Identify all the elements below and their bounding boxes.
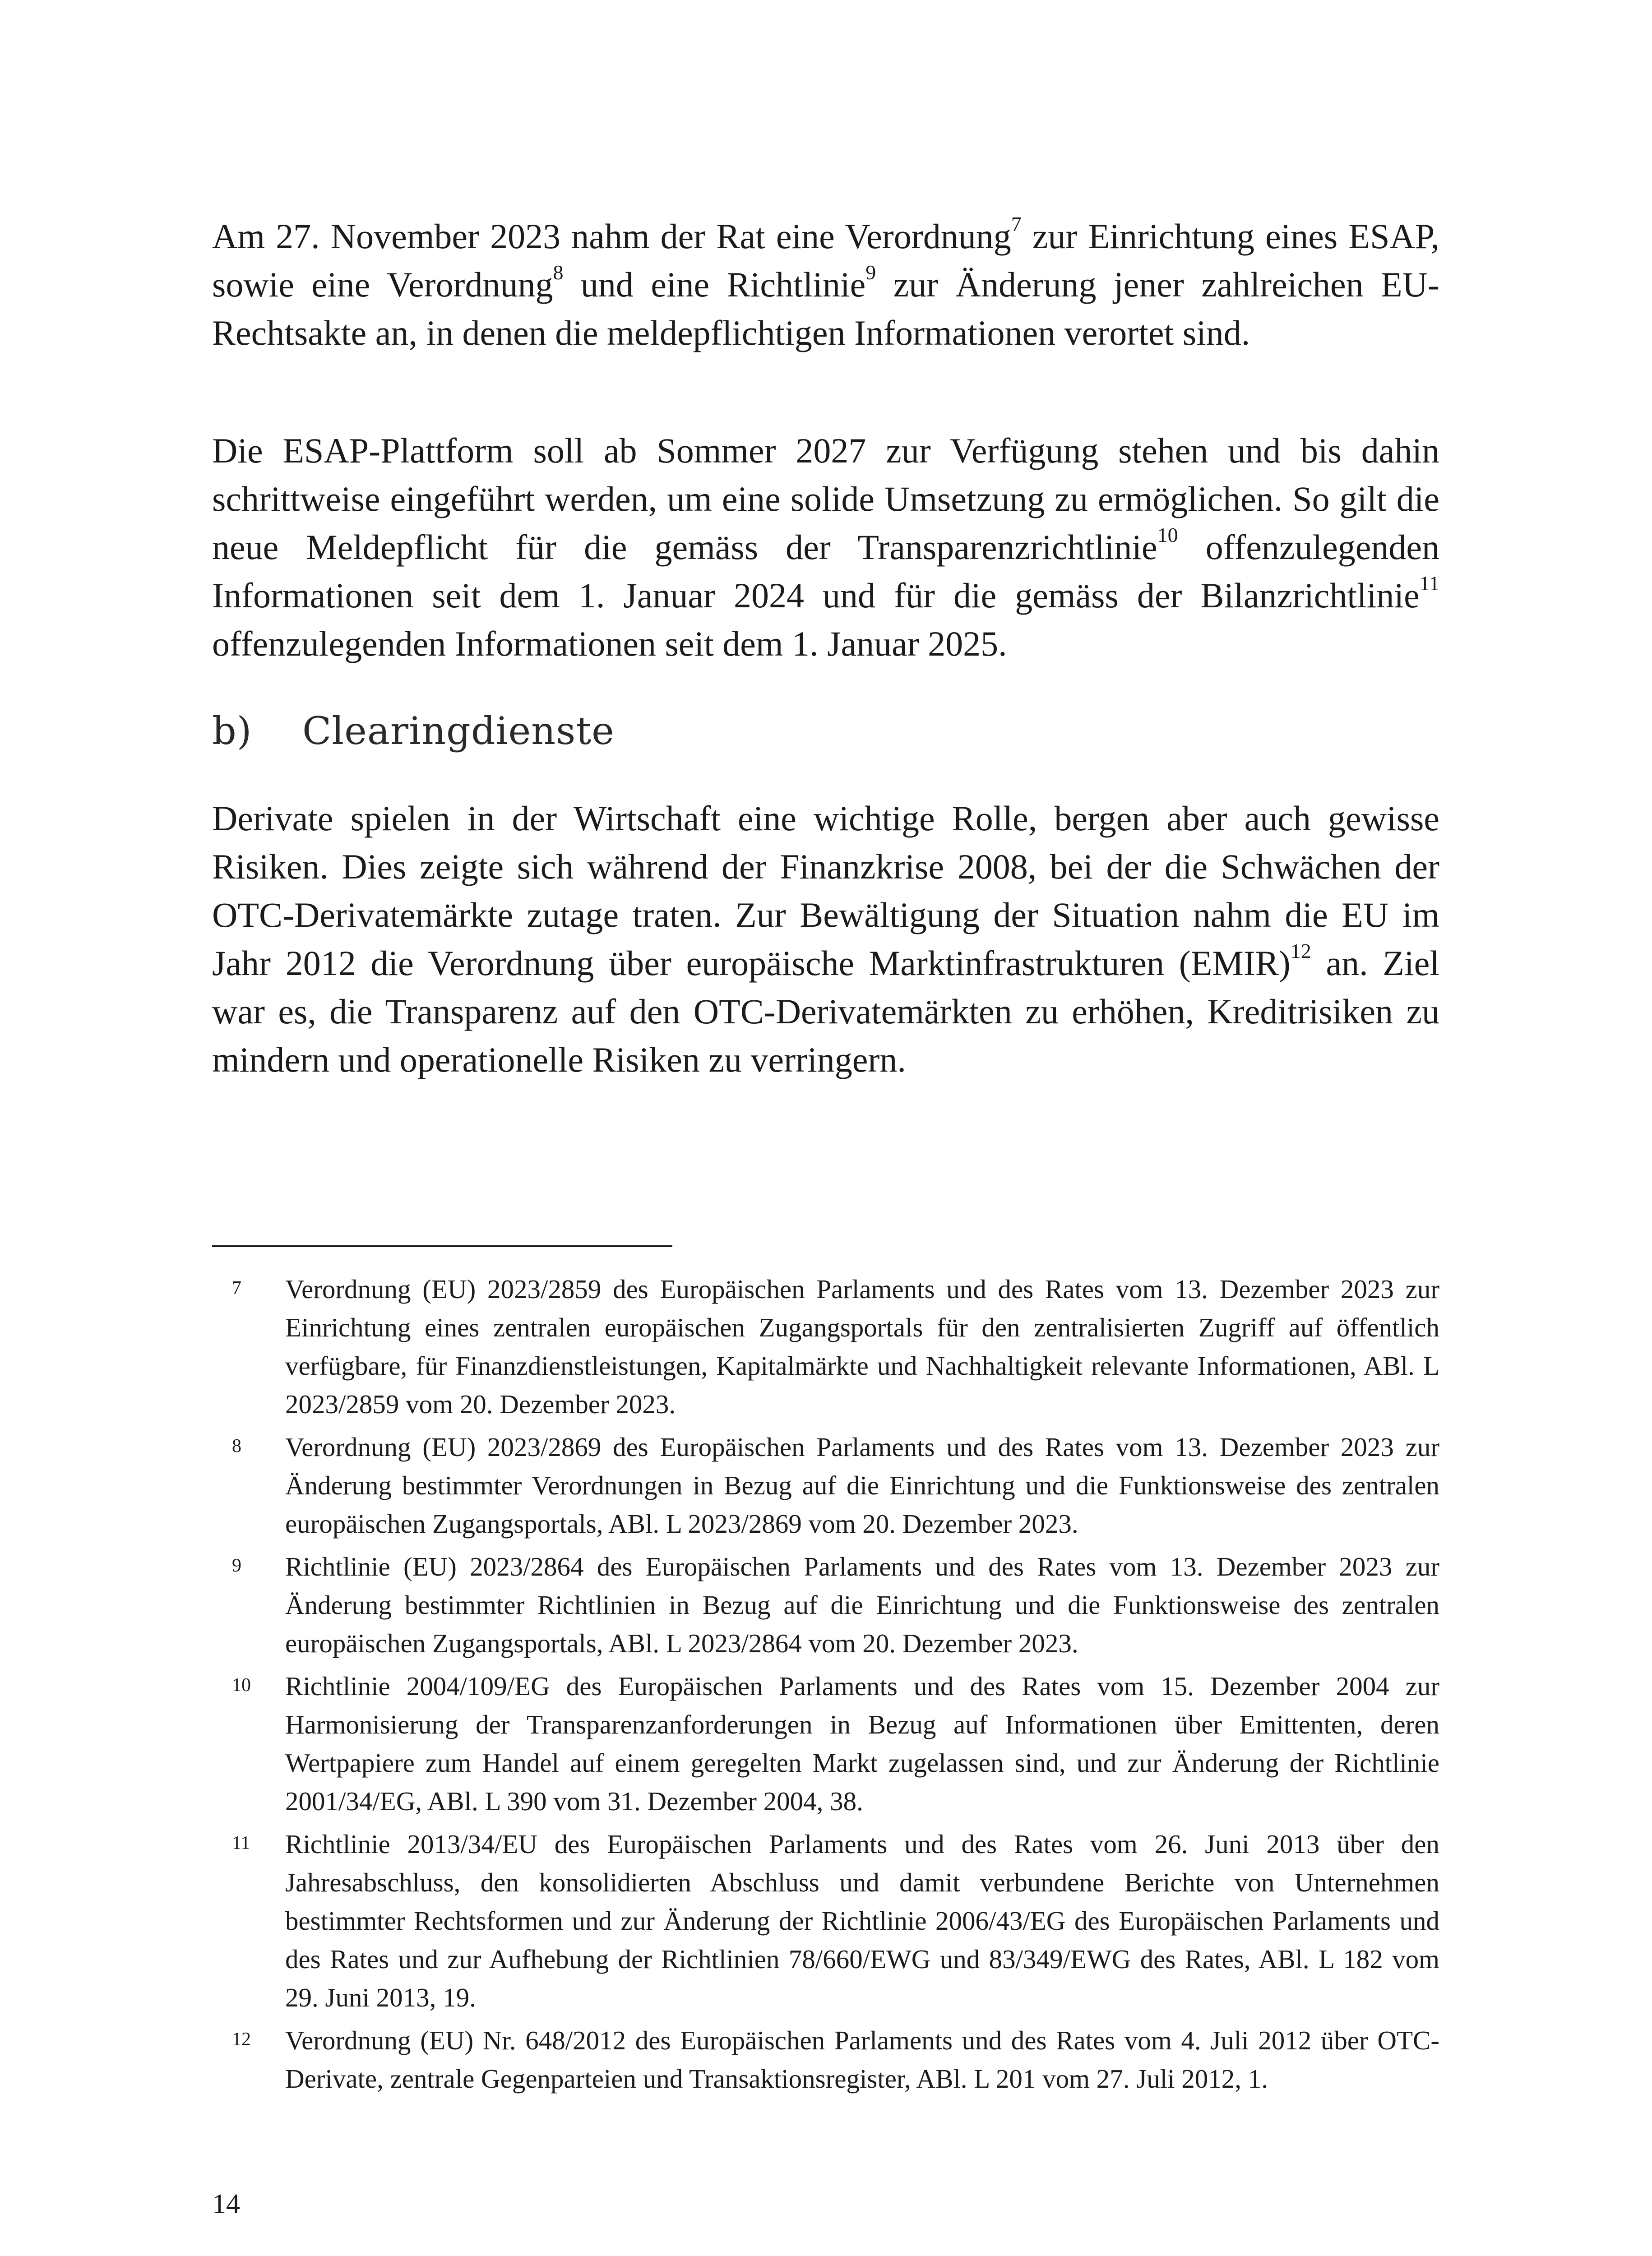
footnote-number: 9 — [232, 1555, 241, 1576]
text-run: an. Ziel war es, die Transparenz auf den OTC-Derivatemärkten zu erhöhen, Kreditrisiken zu mindern und operationelle Risiken zu verringern. — [212, 943, 1439, 1079]
text-run: zur Einrichtung eines ESAP, sowie eine Verordnung — [212, 217, 1440, 304]
text-run: Derivate spielen in der Wirtschaft eine wichtige Rolle, bergen aber auch gewisse Risiken. Dies zeigte sich während der Finanzkrise 2008, bei der die Schwächen der OTC-Derivatemärkte zutage traten. Zur Bewältigung der Situation nahm die EU im Jahr 2012 die Verordnung über europäische Marktinfrastrukturen (EMIR) — [212, 799, 1439, 983]
footnote-ref-10[interactable]: 10 — [1157, 523, 1178, 546]
footnote-ref-9[interactable]: 9 — [865, 261, 876, 284]
text-run: Die ESAP-Plattform soll ab Sommer 2027 zur Verfügung stehen und bis dahin schrittweise eingeführt werden, um eine solide Umsetzung zu ermöglichen. So gilt die neue Meldepflicht für die gemäss der Transparenzrichtlinie — [212, 431, 1439, 567]
footnote-number: 12 — [232, 2029, 251, 2050]
footnote-ref-7[interactable]: 7 — [1011, 213, 1022, 236]
footnote-8 — [212, 1428, 1439, 1543]
section-title: Clearingdienste — [302, 709, 615, 753]
text-run: Am 27. November 2023 nahm der Rat eine Verordnung — [212, 217, 1011, 256]
body-paragraph-3 — [212, 794, 1439, 1084]
footnote-text: Richtlinie 2013/34/EU des Europäischen Parlaments und des Rates vom 26. Juni 2013 über den Jahresabschluss, den konsolidierten Abschluss und damit verbundene Berichte von Unternehmen bestimmter Rechtsformen und zur Änderung der Richtlinie 2006/43/EG des Europäischen Parlaments und des Rates und zur Aufhebung der Richtlinien 78/660/EWG und 83/349/EWG des Rates, ABl. L 182 vom 29. Juni 2013, 19. — [285, 1829, 1439, 2012]
footnote-number: 8 — [232, 1436, 241, 1456]
footnote-ref-11[interactable]: 11 — [1419, 572, 1439, 595]
text-run: zur Änderung jener zahlreichen EU-Rechtsakte an, in denen die meldepflichtigen Informationen verortet sind. — [212, 265, 1439, 352]
footnote-text: Richtlinie (EU) 2023/2864 des Europäischen Parlaments und des Rates vom 13. Dezember 2023 zur Änderung bestimmter Richtlinien in Bezug auf die Einrichtung und die Funktionsweise des zentralen europäischen Zugangsportals, ABl. L 2023/2864 vom 20. Dezember 2023. — [285, 1552, 1439, 1658]
footnote-number: 11 — [232, 1833, 250, 1854]
footnote-12 — [212, 2021, 1439, 2098]
text-run: offenzulegenden Informationen seit dem 1. Januar 2025. — [212, 624, 1007, 663]
footnote-ref-8[interactable]: 8 — [553, 261, 564, 284]
footnote-text: Richtlinie 2004/109/EG des Europäischen Parlaments und des Rates vom 15. Dezember 2004 zur Harmonisierung der Transparenzanforderungen in Bezug auf Informationen über Emittenten, deren Wertpapiere zum Handel auf einem geregelten Markt zugelassen sind, und zur Änderung der Richtlinie 2001/34/EG, ABl. L 390 vom 31. Dezember 2004, 38. — [285, 1671, 1439, 1816]
text-run: offenzulegenden Informationen seit dem 1. Januar 2024 und für die gemäss der Bilanzrichtlinie — [212, 527, 1440, 615]
text-run: und eine Richtlinie — [563, 265, 866, 304]
footnote-ref-12[interactable]: 12 — [1290, 939, 1311, 962]
footnote-7 — [212, 1270, 1439, 1424]
footnotes-section — [212, 1270, 1439, 2103]
footnote-text: Verordnung (EU) Nr. 648/2012 des Europäischen Parlaments und des Rates vom 4. Juli 2012 über OTC-Derivate, zentrale Gegenparteien und Transaktionsregister, ABl. L 201 vom 27. Juli 2012, 1. — [285, 2025, 1439, 2094]
footnote-divider — [212, 1245, 672, 1247]
page-number: 14 — [212, 2189, 240, 2219]
footnote-10 — [212, 1667, 1439, 1821]
footnote-number: 10 — [232, 1675, 251, 1696]
body-paragraph-1 — [212, 212, 1439, 357]
footnote-9 — [212, 1548, 1439, 1663]
footnote-text: Verordnung (EU) 2023/2869 des Europäischen Parlaments und des Rates vom 13. Dezember 2023 zur Änderung bestimmter Verordnungen in Bezug auf die Einrichtung und die Funktionsweise des zentralen europäischen Zugangsportals, ABl. L 2023/2869 vom 20. Dezember 2023. — [285, 1432, 1439, 1539]
footnote-text: Verordnung (EU) 2023/2859 des Europäischen Parlaments und des Rates vom 13. Dezember 2023 zur Einrichtung eines zentralen europäischen Zugangsportals für den zentralisierten Zugriff auf öffentlich verfügbare, für Finanzdienstleistungen, Kapitalmärkte und Nachhaltigkeit relevante Informationen, ABl. L 2023/2859 vom 20. Dezember 2023. — [285, 1274, 1439, 1419]
footnote-11 — [212, 1825, 1439, 2017]
section-heading — [212, 706, 1439, 756]
body-paragraph-2 — [212, 426, 1439, 668]
footnote-number: 7 — [232, 1278, 241, 1299]
section-marker: b) — [212, 709, 252, 753]
